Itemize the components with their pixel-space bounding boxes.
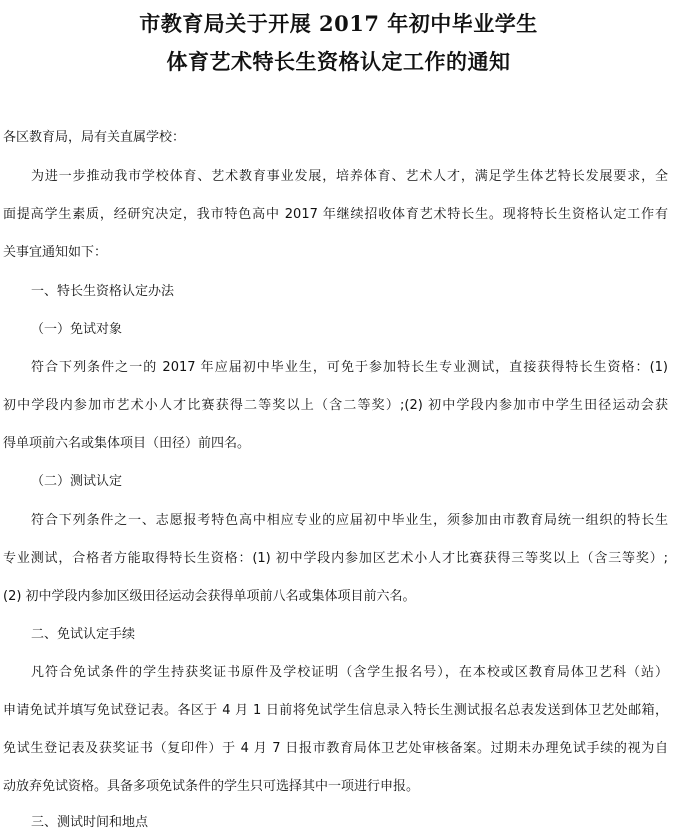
section-2-heading: 二、免试认定手续 — [31, 627, 136, 642]
intro-line-2: 面提高学生素质，经研究决定，我市特色高中 2017 年继续招收体育艺术特长生。现将特长生资格认定工作有 — [3, 207, 668, 222]
section-1-sub-2-heading: （二）测试认定 — [31, 474, 123, 489]
document-title-line-2: 体育艺术特长生资格认定工作的通知 — [166, 49, 511, 74]
intro-line-1: 为进一步推动我市学校体育、艺术教育事业发展，培养体育、艺术人才，满足学生体艺特长发展要求，全 — [31, 169, 668, 184]
section-1-sub-1-heading: （一）免试对象 — [31, 322, 123, 337]
section-2-line-2: 申请免试并填写免试登记表。各区于 4 月 1 日前将免试学生信息录入特长生测试报名总表发送到体卫艺处邮箱， — [3, 703, 668, 718]
salutation: 各区教育局，局有关直属学校： — [3, 130, 186, 145]
document-title-line-1: 市教育局关于开展 2017 年初中毕业学生 — [139, 11, 538, 36]
section-1-sub-1-line-2: 初中学段内参加市艺术小人才比赛获得二等奖以上（含二等奖）;(2) 初中学段内参加市中学生田径运动会获 — [3, 398, 668, 413]
section-2-line-4: 动放弃免试资格。具备多项免试条件的学生只可选择其中一项进行申报。 — [3, 779, 420, 794]
section-1-sub-2-line-2: 专业测试，合格者方能取得特长生资格：(1) 初中学段内参加区艺术小人才比赛获得三等奖以上（含三等奖）; — [3, 551, 668, 566]
section-3-heading: 三、测试时间和地点 — [31, 815, 149, 830]
intro-line-3: 关事宜通知如下： — [3, 245, 108, 260]
section-1-sub-2-line-1: 符合下列条件之一、志愿报考特色高中相应专业的应届初中毕业生，须参加由市教育局统一组织的特长生 — [31, 513, 668, 528]
section-2-line-1: 凡符合免试条件的学生持获奖证书原件及学校证明（含学生报名号），在本校或区教育局体卫艺科（站） — [31, 665, 668, 680]
section-2-line-3: 免试生登记表及获奖证书（复印件）于 4 月 7 日报市教育局体卫艺处审核备案。过期未办理免试手续的视为自 — [3, 741, 668, 756]
section-1-sub-2-line-3: (2) 初中学段内参加区级田径运动会获得单项前八名或集体项目前六名。 — [3, 589, 416, 604]
section-1-heading: 一、特长生资格认定办法 — [31, 284, 175, 299]
section-1-sub-1-line-3: 得单项前六名或集体项目（田径）前四名。 — [3, 436, 251, 451]
section-1-sub-1-line-1: 符合下列条件之一的 2017 年应届初中毕业生，可免于参加特长生专业测试，直接获得特长生资格：(1) — [31, 360, 668, 375]
